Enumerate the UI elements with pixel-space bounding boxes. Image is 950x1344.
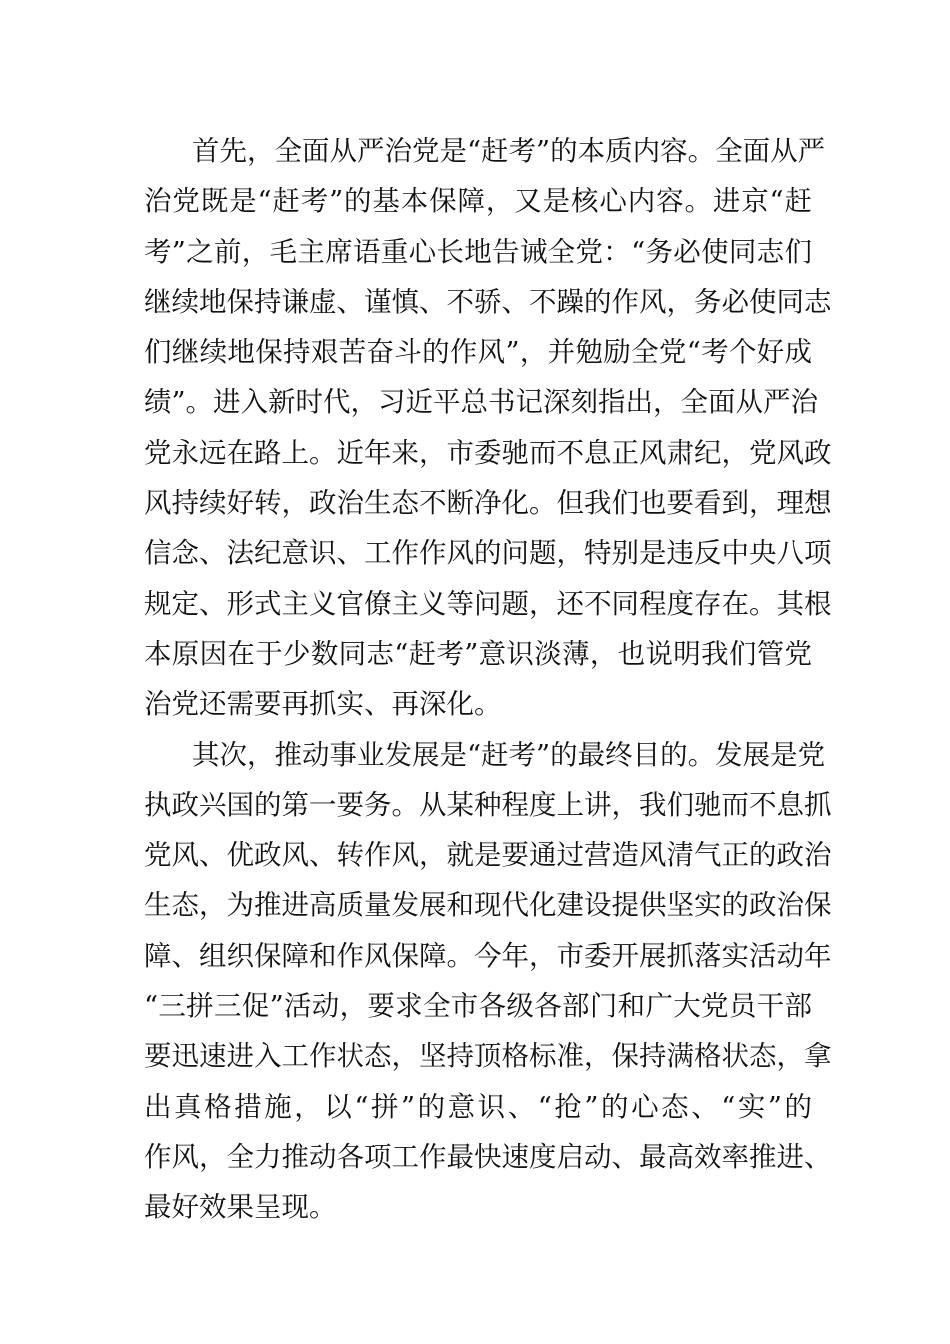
text-line: 绩”。进入新时代，习近平总书记深刻指出，全面从严治 <box>144 386 819 419</box>
text-line: 作风，全力推动各项工作最快速度启动、最高效率推进、 <box>144 1140 832 1173</box>
text-line: “三拼三促”活动，要求全市各级各部门和广大党员干部 <box>144 990 812 1023</box>
text-line: 要迅速进入工作状态，坚持顶格标准，保持满格状态，拿 <box>144 1040 832 1073</box>
text-line: 首先，全面从严治党是“赶考”的本质内容。全面从严 <box>192 135 826 167</box>
text-line: 其次，推动事业发展是“赶考”的最终目的。发展是党 <box>192 738 826 771</box>
text-line: 考”之前，毛主席语重心长地告诫全党：“务必使同志们 <box>144 235 812 268</box>
text-line: 信念、法纪意识、工作作风的问题，特别是违反中央八项 <box>144 537 832 570</box>
text-line: 们继续地保持艰苦奋斗的作风”，并勉励全党“考个好成 <box>144 336 812 369</box>
text-line: 本原因在于少数同志“赶考”意识淡薄，也说明我们管党 <box>144 637 812 670</box>
text-line: 风持续好转，政治生态不断净化。但我们也要看到，理想 <box>144 487 832 520</box>
text-line: 治党既是“赶考”的基本保障，又是核心内容。进京“赶 <box>144 185 812 218</box>
text-line: 党风、优政风、转作风，就是要通过营造风清气正的政治 <box>144 839 832 872</box>
text-line: 执政兴国的第一要务。从某种程度上讲，我们驰而不息抓 <box>144 788 832 821</box>
text-line: 出真格措施，以“拼”的意识、“抢”的心态、“实”的 <box>144 1090 812 1123</box>
text-line: 继续地保持谦虚、谨慎、不骄、不躁的作风，务必使同志 <box>144 285 832 318</box>
text-line: 障、组织保障和作风保障。今年，市委开展抓落实活动年 <box>144 939 832 972</box>
paragraph-1 <box>144 126 832 730</box>
document-body <box>144 126 832 1233</box>
text-line: 治党还需要再抓实、再深化。 <box>144 688 502 721</box>
text-line: 生态，为推进高质量发展和现代化建设提供坚实的政治保 <box>144 889 832 922</box>
paragraph-2 <box>144 730 832 1233</box>
text-line: 党永远在路上。近年来，市委驰而不息正风肃纪，党风政 <box>144 436 832 469</box>
text-line: 规定、形式主义官僚主义等问题，还不同程度存在。其根 <box>144 587 832 620</box>
text-line: 最好效果呈现。 <box>144 1191 337 1224</box>
